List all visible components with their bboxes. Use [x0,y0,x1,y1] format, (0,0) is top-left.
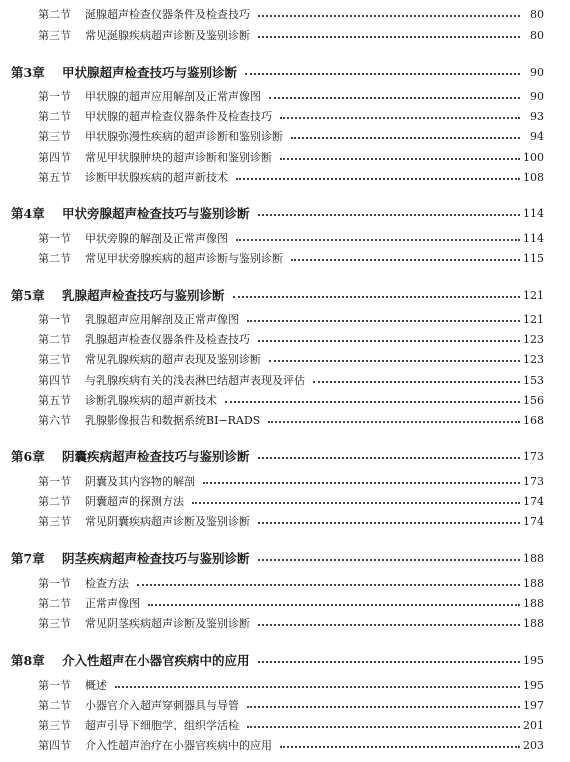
chapter-entry [0,446,570,466]
section-entry [0,228,570,248]
section-entry [0,309,570,329]
section-title: 与乳腺疾病有关的浅表淋巴结超声表现及评估 [85,374,305,387]
section-number: 第二节 [38,333,71,346]
page-number: 94 [530,129,544,143]
section-title: 概述 [85,679,107,692]
section-number: 第四节 [38,374,71,387]
section-number: 第二节 [38,597,71,610]
page-number: 197 [523,698,544,712]
section-title: 涎腺超声检查仪器条件及检查技巧 [85,8,250,21]
dot-leader [236,178,520,180]
chapter-entry [0,203,570,223]
section-title: 常见涎腺疾病超声诊断及鉴别诊断 [85,29,250,42]
section-title: 常见阴茎疾病超声诊断及鉴别诊断 [85,617,250,630]
page-number: 174 [523,514,544,528]
page-number: 93 [530,109,544,123]
section-number: 第三节 [38,353,71,366]
section-number: 第一节 [38,679,71,692]
section-title: 正常声像图 [85,597,140,610]
section-title: 阴囊超声的探测方法 [85,495,184,508]
page-number: 195 [523,678,544,692]
dot-leader [247,706,520,708]
section-entry [0,106,570,126]
dot-leader [280,746,520,748]
section-title: 介入性超声治疗在小器官疾病中的应用 [85,739,272,752]
chapter-entry [0,548,570,568]
page-number: 201 [523,718,544,732]
page-number: 195 [523,653,544,667]
section-entry [0,715,570,735]
section-number: 第五节 [38,394,71,407]
chapter-entry [0,285,570,305]
page-number: 123 [523,352,544,366]
section-entry [0,613,570,633]
dot-leader [247,726,520,728]
section-entry [0,471,570,491]
dot-leader [225,401,520,403]
section-number: 第一节 [38,90,71,103]
section-title: 常见乳腺疾病的超声表现及鉴别诊断 [85,353,261,366]
section-title: 甲状腺的超声应用解剖及正常声像图 [85,90,261,103]
page-number: 188 [523,616,544,630]
page-number: 156 [523,393,544,407]
section-number: 第二节 [38,495,71,508]
page-number: 90 [530,89,544,103]
section-number: 第二节 [38,8,71,21]
page-number: 108 [523,170,544,184]
section-title: 超声引导下细胞学、组织学活检 [85,719,239,732]
chapter-number: 第5章 [11,288,45,303]
page-number: 168 [523,413,544,427]
chapter-title: 甲状旁腺超声检查技巧与鉴别诊断 [62,206,250,221]
page-number: 203 [523,738,544,752]
page-number: 90 [530,65,544,79]
section-entry [0,593,570,613]
section-entry [0,675,570,695]
page-number: 115 [523,251,544,265]
chapter-number: 第6章 [11,449,45,464]
section-number: 第二节 [38,110,71,123]
page-number: 188 [523,576,544,590]
section-entry [0,167,570,187]
dot-leader [203,482,520,484]
section-title: 检查方法 [85,577,129,590]
section-number: 第四节 [38,151,71,164]
section-title: 乳腺超声检查仪器条件及检查技巧 [85,333,250,346]
page-number: 123 [523,332,544,346]
chapter-number: 第3章 [11,65,45,80]
section-number: 第三节 [38,617,71,630]
chapter-entry [0,62,570,82]
dot-leader [313,381,520,383]
section-title: 甲状腺的超声检查仪器条件及检查技巧 [85,110,272,123]
dot-leader [258,522,520,524]
page-number: 114 [523,206,544,220]
section-entry [0,491,570,511]
dot-leader [291,137,520,139]
section-entry [0,86,570,106]
dot-leader [258,559,520,561]
section-number: 第一节 [38,232,71,245]
dot-leader [245,73,520,75]
dot-leader [258,457,520,459]
section-title: 乳腺影像报告和数据系统BI−RADS [85,414,261,427]
dot-leader [258,214,520,216]
page-number: 188 [523,551,544,565]
page-number: 100 [523,150,544,164]
section-number: 第一节 [38,577,71,590]
section-number: 第一节 [38,475,71,488]
section-entry [0,349,570,369]
section-entry [0,390,570,410]
dot-leader [258,36,520,38]
chapter-number: 第8章 [11,653,45,668]
chapter-title: 阴囊疾病超声检查技巧与鉴别诊断 [62,449,250,464]
section-entry [0,370,570,390]
section-title: 甲状腺弥漫性疾病的超声诊断和鉴别诊断 [85,130,283,143]
chapter-entry [0,650,570,670]
page-number: 188 [523,596,544,610]
section-number: 第一节 [38,313,71,326]
dot-leader [291,259,520,261]
dot-leader [268,421,520,423]
section-title: 诊断乳腺疾病的超声新技术 [85,394,217,407]
dot-leader [258,624,520,626]
section-title: 阴囊及其内容物的解剖 [85,475,195,488]
dot-leader [192,502,520,504]
section-entry [0,248,570,268]
dot-leader [115,686,520,688]
dot-leader [236,239,520,241]
section-entry [0,695,570,715]
section-title: 诊断甲状腺疾病的超声新技术 [85,171,228,184]
section-number: 第三节 [38,515,71,528]
dot-leader [247,320,520,322]
dot-leader [137,584,520,586]
dot-leader [258,340,520,342]
dot-leader [280,117,520,119]
section-entry [0,410,570,430]
page-number: 174 [523,494,544,508]
page-number: 121 [523,312,544,326]
section-title: 乳腺超声应用解剖及正常声像图 [85,313,239,326]
chapter-title: 甲状腺超声检查技巧与鉴别诊断 [62,65,238,80]
chapter-title: 介入性超声在小器官疾病中的应用 [62,653,250,668]
page-number: 153 [523,373,544,387]
section-number: 第四节 [38,739,71,752]
page-number: 121 [523,288,544,302]
section-entry [0,511,570,531]
section-title: 甲状旁腺的解剖及正常声像图 [85,232,228,245]
chapter-title: 乳腺超声检查技巧与鉴别诊断 [62,288,225,303]
section-entry [0,573,570,593]
section-entry [0,126,570,146]
page-number: 114 [523,231,544,245]
section-title: 常见甲状旁腺疾病的超声诊断与鉴别诊断 [85,252,283,265]
dot-leader [258,661,520,663]
dot-leader [280,158,520,160]
page-number: 173 [523,449,544,463]
section-title: 小器官介入超声穿刺器具与导管 [85,699,239,712]
section-entry [0,329,570,349]
dot-leader [148,604,520,606]
section-title: 常见阴囊疾病超声诊断及鉴别诊断 [85,515,250,528]
page-number: 173 [523,474,544,488]
section-number: 第二节 [38,699,71,712]
page-number: 80 [530,28,544,42]
section-entry [0,4,570,24]
section-number: 第三节 [38,29,71,42]
dot-leader [269,97,520,99]
dot-leader [258,15,520,17]
chapter-number: 第7章 [11,551,45,566]
section-number: 第二节 [38,252,71,265]
section-entry [0,25,570,45]
dot-leader [269,360,520,362]
dot-leader [233,296,520,298]
section-number: 第三节 [38,719,71,732]
section-title: 常见甲状腺肿块的超声诊断和鉴别诊断 [85,151,272,164]
section-number: 第三节 [38,130,71,143]
section-entry [0,735,570,755]
section-number: 第五节 [38,171,71,184]
page-number: 80 [530,7,544,21]
chapter-title: 阴茎疾病超声检查技巧与鉴别诊断 [62,551,250,566]
chapter-number: 第4章 [11,206,45,221]
section-entry [0,147,570,167]
section-number: 第六节 [38,414,71,427]
